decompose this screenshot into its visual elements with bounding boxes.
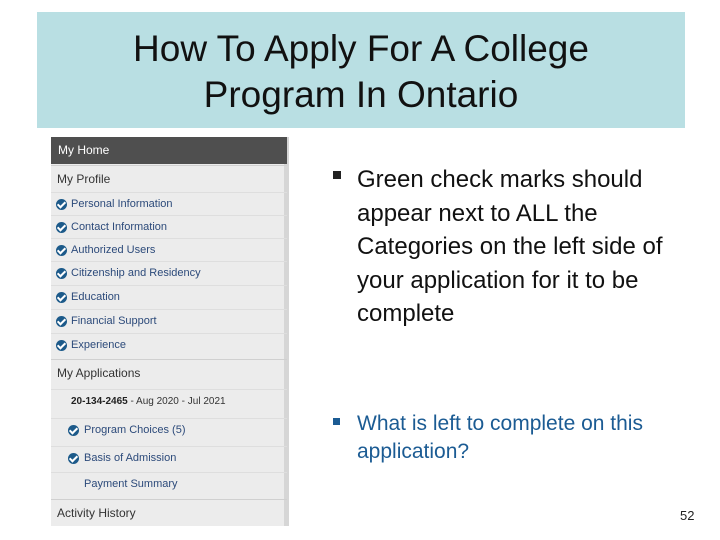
check-icon bbox=[56, 292, 67, 303]
title-line-2: Program In Ontario bbox=[203, 74, 519, 115]
my-profile-link[interactable]: My Profile bbox=[51, 165, 287, 191]
title-banner bbox=[37, 12, 685, 128]
application-period: - Aug 2020 - Jul 2021 bbox=[127, 396, 226, 407]
sidebar-item-label: Contact Information bbox=[71, 221, 167, 233]
sidebar-item-label: Program Choices (5) bbox=[84, 424, 186, 436]
check-icon bbox=[68, 425, 79, 436]
sidebar-item-citizenship-residency[interactable] bbox=[51, 261, 287, 284]
bullet-text: What is left to complete on this application? bbox=[357, 412, 643, 463]
sidebar-item-label: Basis of Admission bbox=[84, 452, 177, 464]
sidebar-item-payment-summary[interactable] bbox=[51, 472, 287, 495]
check-icon bbox=[68, 453, 79, 464]
my-applications-link[interactable]: My Applications bbox=[51, 359, 287, 385]
slide-title bbox=[37, 26, 685, 118]
sidebar-item-experience[interactable] bbox=[51, 333, 287, 356]
activity-history-link[interactable]: Activity History bbox=[51, 499, 287, 525]
check-icon bbox=[56, 199, 67, 210]
sidebar-item-label: Financial Support bbox=[71, 315, 157, 327]
sidebar-item-label: Authorized Users bbox=[71, 244, 156, 256]
sidebar-item-education[interactable] bbox=[51, 285, 287, 308]
bullet-item-question bbox=[333, 410, 663, 466]
title-line-1: How To Apply For A College bbox=[133, 28, 589, 69]
sidebar-item-label: Payment Summary bbox=[84, 478, 178, 490]
square-bullet-icon bbox=[333, 418, 340, 425]
bullet-text: Green check marks should appear next to ALL the Categories on the left side of your application for it to be complete bbox=[357, 166, 663, 327]
sidebar-item-contact-information[interactable] bbox=[51, 215, 287, 238]
check-icon bbox=[56, 222, 67, 233]
slide-number: 52 bbox=[680, 508, 695, 523]
sidebar-item-label: Personal Information bbox=[71, 198, 173, 210]
application-id-row[interactable] bbox=[51, 389, 287, 413]
sidebar-item-label: Education bbox=[71, 291, 120, 303]
sidebar-item-label: Citizenship and Residency bbox=[71, 267, 201, 279]
check-icon bbox=[56, 340, 67, 351]
bullet-item bbox=[333, 163, 663, 331]
square-bullet-icon bbox=[333, 171, 341, 179]
sidebar-item-label: Experience bbox=[71, 339, 127, 351]
check-icon bbox=[56, 245, 67, 256]
sidebar-item-personal-information[interactable] bbox=[51, 192, 287, 215]
application-sidebar-screenshot bbox=[51, 137, 289, 526]
check-icon bbox=[56, 268, 67, 279]
bullet-list bbox=[333, 163, 663, 463]
sidebar-item-financial-support[interactable] bbox=[51, 309, 287, 332]
check-icon bbox=[56, 316, 67, 327]
sidebar-item-authorized-users[interactable] bbox=[51, 238, 287, 261]
sidebar-item-program-choices[interactable] bbox=[51, 418, 287, 441]
sidebar-item-basis-of-admission[interactable] bbox=[51, 446, 287, 469]
application-id: 20-134-2465 bbox=[71, 396, 128, 407]
my-home-link[interactable]: My Home bbox=[51, 137, 287, 164]
